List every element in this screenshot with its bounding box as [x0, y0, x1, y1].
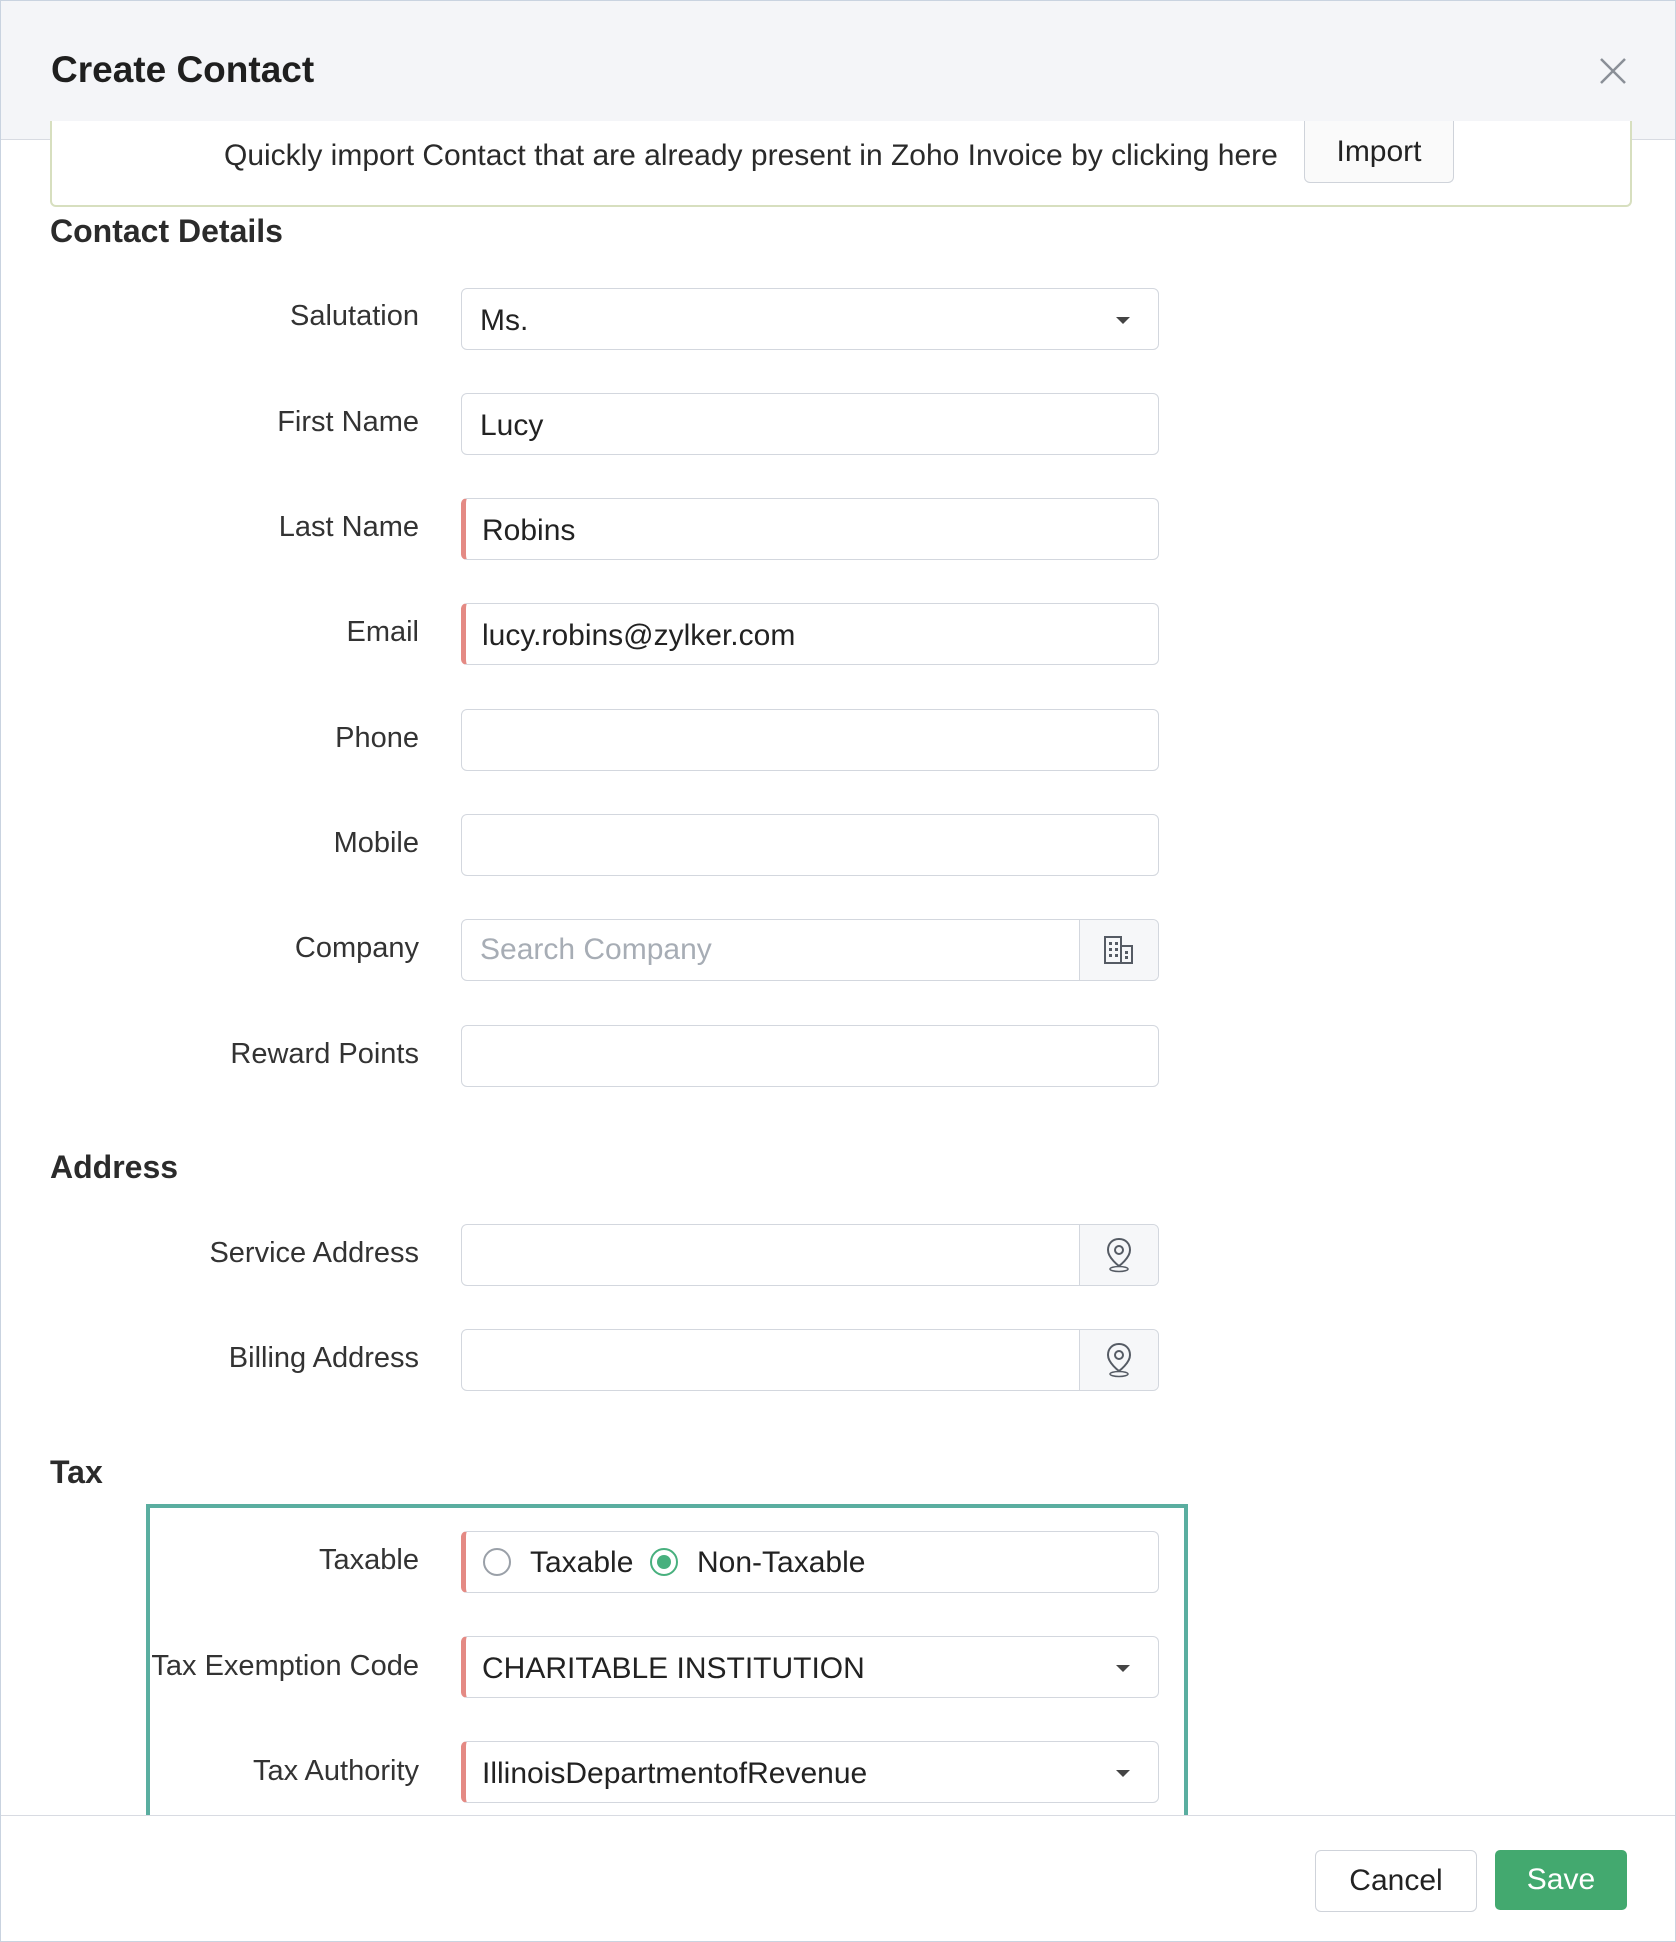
- email-label: Email: [346, 616, 419, 648]
- last-name-label: Last Name: [278, 511, 419, 543]
- modal-header: [1, 1, 1675, 140]
- tax-heading: Tax: [50, 1454, 103, 1490]
- modal-footer: [1, 1815, 1675, 1941]
- billing-address-label: Billing Address: [228, 1342, 419, 1374]
- location-pin-icon: [1104, 1236, 1134, 1274]
- salutation-label: Salutation: [290, 300, 419, 332]
- phone-label: Phone: [335, 722, 419, 754]
- chevron-down-icon: [1116, 1770, 1130, 1777]
- reward-points-input[interactable]: [461, 1025, 1159, 1087]
- tax-authority-label: Tax Authority: [252, 1755, 419, 1787]
- tax-exemption-code-label: Tax Exemption Code: [151, 1650, 419, 1682]
- chevron-down-icon: [1116, 1665, 1130, 1672]
- first-name-input[interactable]: [461, 393, 1159, 455]
- first-name-label: First Name: [277, 406, 419, 438]
- taxable-option-label[interactable]: Taxable: [530, 1546, 634, 1579]
- non-taxable-option-label[interactable]: Non-Taxable: [697, 1546, 866, 1579]
- email-value: lucy.robins@zylker.com: [482, 619, 796, 652]
- mobile-input[interactable]: [461, 814, 1159, 876]
- import-banner-text: Quickly import Contact that are already present in Zoho Invoice by clicking here: [224, 139, 1278, 172]
- billing-address-field[interactable]: [461, 1329, 1159, 1391]
- building-icon: [1101, 934, 1137, 966]
- tax-authority-value: IllinoisDepartmentofRevenue: [482, 1757, 868, 1790]
- company-lookup-button[interactable]: [1079, 920, 1158, 980]
- non-taxable-radio[interactable]: [650, 1548, 678, 1576]
- billing-address-map-button[interactable]: [1079, 1330, 1158, 1390]
- service-address-label: Service Address: [209, 1237, 419, 1269]
- import-button[interactable]: Import: [1304, 121, 1454, 183]
- modal-title: Create Contact: [51, 49, 315, 90]
- tax-exemption-code-value: CHARITABLE INSTITUTION: [482, 1652, 865, 1685]
- first-name-value: Lucy: [480, 409, 544, 442]
- phone-input[interactable]: [461, 709, 1159, 771]
- service-address-map-button[interactable]: [1079, 1225, 1158, 1285]
- last-name-input[interactable]: [461, 498, 1159, 560]
- location-pin-icon: [1104, 1341, 1134, 1379]
- chevron-down-icon: [1116, 317, 1130, 324]
- company-search-input[interactable]: [462, 920, 1080, 980]
- taxable-radio[interactable]: [483, 1548, 511, 1576]
- taxable-radio-group: [461, 1531, 1159, 1593]
- cancel-button[interactable]: Cancel: [1315, 1850, 1477, 1912]
- salutation-value: Ms.: [480, 304, 529, 337]
- reward-points-label: Reward Points: [230, 1038, 419, 1070]
- import-banner: [50, 121, 1632, 207]
- close-icon[interactable]: [1595, 53, 1631, 89]
- email-input[interactable]: [461, 603, 1159, 665]
- tax-authority-select[interactable]: [461, 1741, 1159, 1803]
- save-button[interactable]: Save: [1495, 1850, 1627, 1910]
- company-label: Company: [294, 932, 419, 964]
- taxable-label: Taxable: [319, 1544, 419, 1576]
- salutation-select[interactable]: [461, 288, 1159, 350]
- company-field: [461, 919, 1159, 981]
- service-address-field[interactable]: [461, 1224, 1159, 1286]
- contact-details-heading: Contact Details: [50, 213, 283, 249]
- address-heading: Address: [50, 1149, 179, 1185]
- tax-exemption-code-select[interactable]: [461, 1636, 1159, 1698]
- last-name-value: Robins: [482, 514, 576, 547]
- mobile-label: Mobile: [333, 827, 419, 859]
